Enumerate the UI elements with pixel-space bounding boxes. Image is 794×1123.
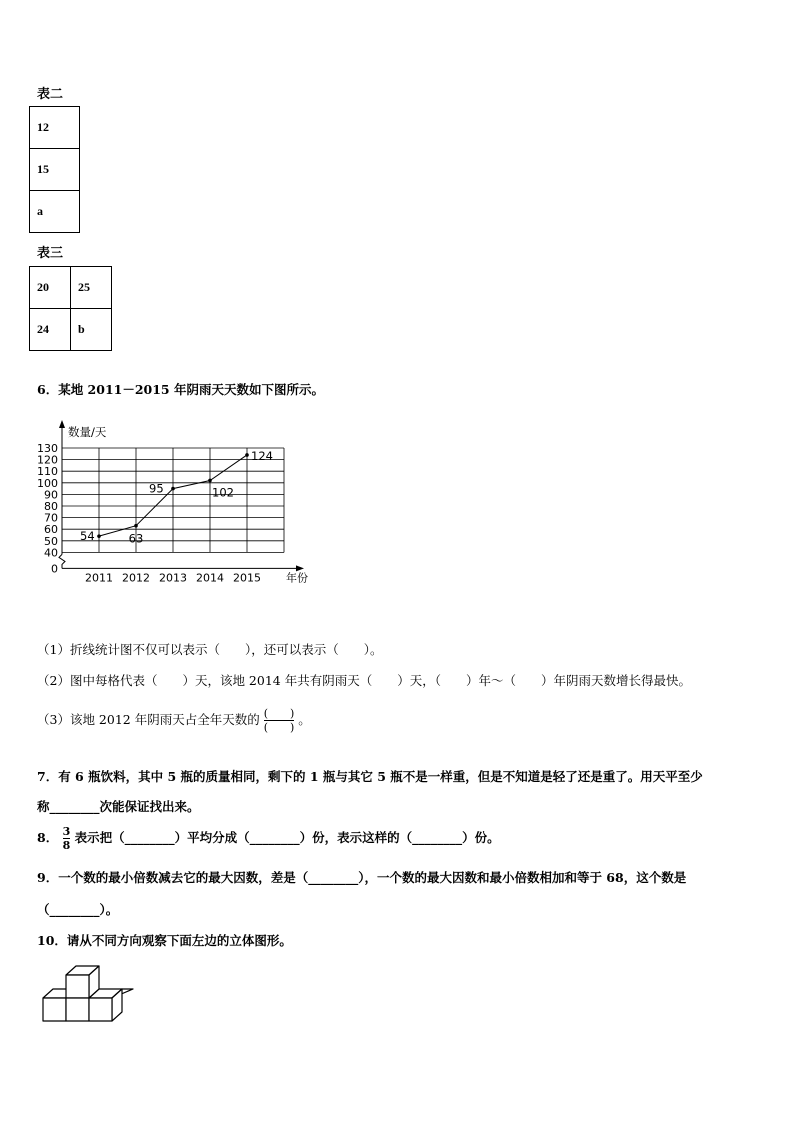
table3-cell: b bbox=[71, 309, 112, 351]
chart-axes bbox=[59, 420, 304, 571]
q9-line1: 9．一个数的最小倍数减去它的最大因数，差是（________），一个数的最大因数和最小倍数相加和等于 68，这个数是 bbox=[37, 870, 687, 885]
q8-fraction bbox=[63, 826, 71, 851]
data-label: 54 bbox=[80, 529, 95, 544]
data-label: 95 bbox=[149, 481, 164, 496]
y-tick-label: 0 bbox=[51, 562, 58, 576]
q6-sub3 bbox=[37, 708, 311, 733]
y-tick-label: 130 bbox=[37, 442, 58, 455]
data-point bbox=[245, 453, 249, 457]
fraction-numerator: 3 bbox=[62, 825, 71, 838]
data-label: 124 bbox=[251, 448, 273, 463]
y-axis-arrow-icon bbox=[59, 420, 65, 428]
cube-figure-icon bbox=[38, 962, 138, 1026]
table2-cell: a bbox=[30, 191, 80, 233]
table3 bbox=[29, 266, 112, 351]
table2 bbox=[29, 106, 80, 233]
data-label: 63 bbox=[128, 531, 144, 546]
q7-line1: 7．有 6 瓶饮料，其中 5 瓶的质量相同，剩下的 1 瓶与其它 5 瓶不是一样重，但是不知道是轻了还是重了。用天平至少 bbox=[37, 769, 703, 784]
table3-cell: 25 bbox=[71, 267, 112, 309]
q10-stem: 10．请从不同方向观察下面左边的立体图形。 bbox=[37, 933, 292, 948]
x-tick-label: 2015 bbox=[233, 571, 261, 585]
q6-sub3-fraction bbox=[264, 708, 295, 733]
fraction-denominator: 8 bbox=[62, 839, 71, 852]
table3-cell: 24 bbox=[30, 309, 71, 351]
y-tick-label: 50 bbox=[44, 534, 58, 548]
y-tick-label: 120 bbox=[37, 453, 58, 467]
x-tick-label: 2014 bbox=[196, 571, 224, 585]
data-point bbox=[134, 524, 138, 528]
q8-prefix: 8． bbox=[37, 830, 59, 845]
q6-sub3-end: 。 bbox=[298, 712, 311, 727]
data-label: 102 bbox=[212, 485, 234, 500]
y-tick-label: 40 bbox=[44, 546, 58, 560]
table3-cell: 20 bbox=[30, 267, 71, 309]
x-tick-label: 2013 bbox=[159, 571, 187, 585]
fraction-denominator: ( ) bbox=[263, 721, 295, 734]
table2-caption: 表二 bbox=[37, 87, 64, 102]
q6-sub1: （1）折线统计图不仅可以表示（ ），还可以表示（ ）。 bbox=[37, 642, 383, 657]
y-tick-label: 70 bbox=[44, 511, 58, 525]
line-chart bbox=[30, 418, 320, 623]
y-axis-title: 数量/天 bbox=[68, 425, 107, 439]
q6-sub3-text: （3）该地 2012 年阴雨天占全年天数的 bbox=[37, 712, 260, 727]
table3-caption: 表三 bbox=[37, 246, 64, 261]
x-tick-label: 2012 bbox=[122, 571, 150, 585]
chart-labels bbox=[37, 425, 308, 584]
q6-stem: 6．某地 2011－2015 年阴雨天天数如下图所示。 bbox=[37, 382, 324, 397]
axis-break-icon bbox=[59, 554, 65, 568]
y-tick-label: 100 bbox=[37, 476, 58, 490]
q9-line2: （________）。 bbox=[37, 902, 119, 917]
q8-suffix: 表示把（________）平均分成（________）份，表示这样的（________）份。 bbox=[74, 830, 500, 845]
y-tick-label: 110 bbox=[37, 465, 58, 479]
table2-cell: 15 bbox=[30, 149, 80, 191]
data-point bbox=[171, 487, 175, 491]
table2-cell: 12 bbox=[30, 107, 80, 149]
q8 bbox=[37, 826, 500, 851]
chart-grid bbox=[62, 448, 284, 552]
q7-line2: 称________次能保证找出来。 bbox=[37, 799, 200, 814]
y-tick-label: 60 bbox=[44, 523, 58, 537]
x-axis-title: 年份 bbox=[286, 571, 308, 585]
y-tick-label: 90 bbox=[44, 488, 58, 502]
data-point bbox=[97, 534, 101, 538]
q6-sub2: （2）图中每格代表（ ）天，该地 2014 年共有阴雨天（ ）天，（ ）年～（ ）年阴雨天数增长得最快。 bbox=[37, 673, 691, 688]
data-point bbox=[208, 479, 212, 483]
y-tick-label: 80 bbox=[44, 500, 58, 513]
x-tick-label: 2011 bbox=[85, 571, 113, 585]
fraction-numerator: ( ) bbox=[263, 707, 295, 720]
